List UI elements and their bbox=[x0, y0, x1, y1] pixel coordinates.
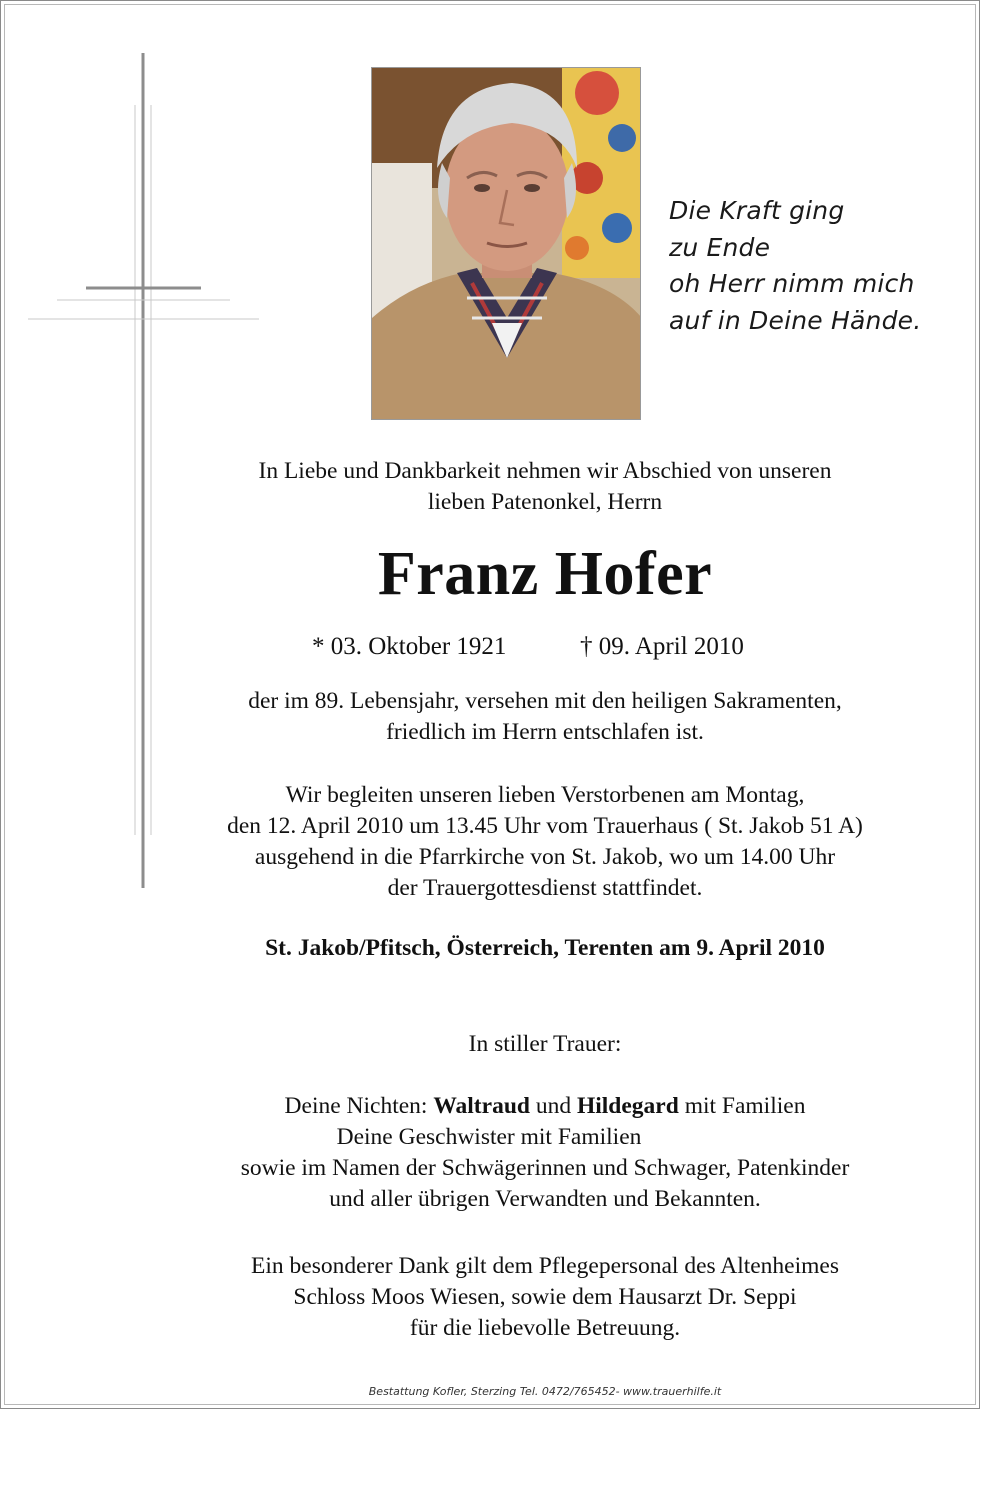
birth-date: * 03. Oktober 1921 bbox=[312, 633, 507, 660]
portrait-photo bbox=[371, 67, 641, 420]
cross-icon bbox=[0, 0, 300, 900]
death-date: † 09. April 2010 bbox=[580, 633, 744, 660]
intro-line: In Liebe und Dankbarkeit nehmen wir Abschied von unseren bbox=[258, 458, 832, 484]
funeral-text bbox=[100, 780, 982, 904]
passing-line: der im 89. Lebensjahr, versehen mit den heiligen Sakramenten, bbox=[248, 688, 842, 714]
funeral-line: der Trauergottesdienst stattfindet. bbox=[387, 875, 703, 901]
passing-line: friedlich im Herrn entschlafen ist. bbox=[386, 719, 704, 745]
mourners-heading: In stiller Trauer: bbox=[468, 1031, 622, 1057]
funeral-line: den 12. April 2010 um 13.45 Uhr vom Trauerhaus ( St. Jakob 51 A) bbox=[227, 813, 863, 839]
deceased-name: Franz Hofer bbox=[377, 540, 713, 608]
siblings-line: Deine Geschwister mit Familien bbox=[336, 1124, 642, 1150]
funeral-line: Wir begleiten unseren lieben Verstorbenen am Montag, bbox=[285, 782, 805, 808]
verse-line: zu Ende bbox=[669, 232, 771, 262]
verse-line: auf in Deine Hände. bbox=[669, 305, 922, 335]
nieces-suffix: mit Familien bbox=[678, 1093, 806, 1119]
thanks-line: Ein besonderer Dank gilt dem Pflegepersonal des Altenheimes bbox=[251, 1253, 839, 1279]
funeral-line: ausgehend in die Pfarrkirche von St. Jakob, wo um 14.00 Uhr bbox=[254, 844, 836, 870]
footer-credit: Bestattung Kofler, Sterzing Tel. 0472/765452- www.trauerhilfe.it bbox=[368, 1385, 722, 1398]
passing-text bbox=[100, 686, 982, 748]
mourners-list bbox=[100, 1091, 982, 1215]
thanks-line: für die liebevolle Betreuung. bbox=[409, 1315, 681, 1341]
intro-text bbox=[100, 456, 982, 518]
niece-name: Waltraud bbox=[433, 1093, 530, 1119]
verse-line: Die Kraft ging bbox=[669, 196, 845, 225]
mourners-line: und aller übrigen Verwandten und Bekannten. bbox=[329, 1186, 761, 1212]
intro-line: lieben Patenonkel, Herrn bbox=[427, 489, 663, 515]
nieces-line bbox=[100, 1091, 982, 1122]
thanks-text bbox=[100, 1251, 982, 1344]
verse-line: oh Herr nimm mich bbox=[669, 269, 915, 298]
nieces-prefix: Deine Nichten: bbox=[284, 1093, 434, 1119]
verse bbox=[669, 193, 969, 339]
niece-name: Hildegard bbox=[576, 1093, 679, 1119]
mourners-line: sowie im Namen der Schwägerinnen und Schwager, Patenkinder bbox=[240, 1155, 850, 1181]
conjunction: und bbox=[529, 1093, 577, 1119]
thanks-line: Schloss Moos Wiesen, sowie dem Hausarzt Dr. Seppi bbox=[293, 1284, 797, 1310]
place-date: St. Jakob/Pfitsch, Österreich, Terenten am 9. April 2010 bbox=[265, 935, 825, 961]
